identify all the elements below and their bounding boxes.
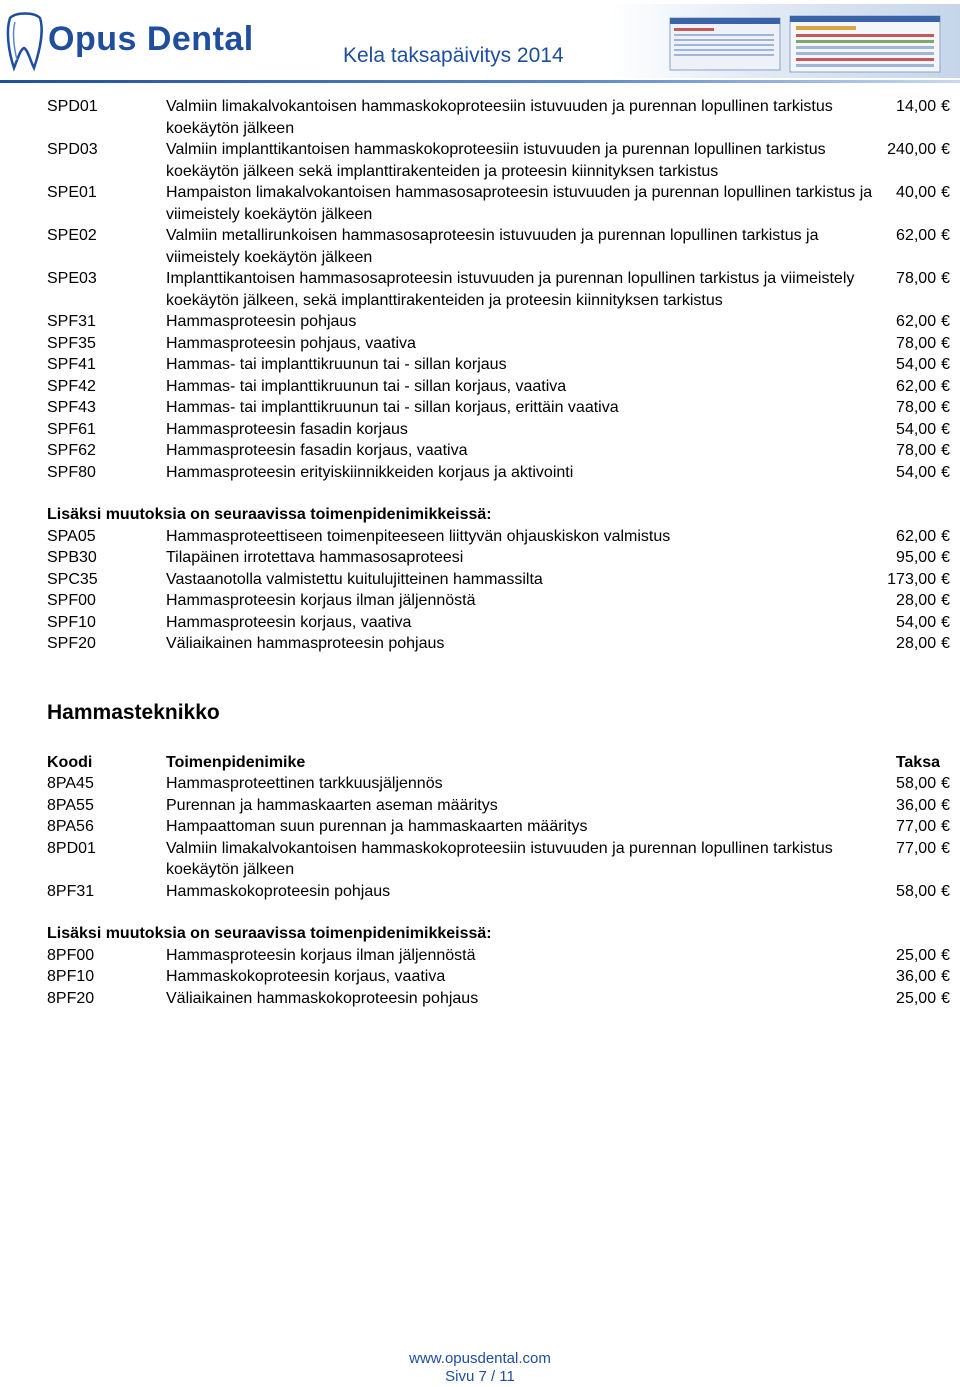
procedure-table-b [0,526,960,655]
price-value: 62,00 [896,227,937,244]
price-value: 78,00 [896,442,937,459]
procedure-price [896,440,950,462]
column-header-description: Toimenpidenimike [166,753,306,771]
euro-symbol: € [941,989,950,1007]
procedure-price [896,333,950,355]
table-row [0,376,960,398]
table-row [0,526,960,548]
table-row [0,633,960,655]
euro-symbol: € [941,141,950,158]
procedure-table-a [0,96,960,483]
euro-symbol: € [941,549,950,566]
euro-symbol: € [941,356,950,373]
price-value: 62,00 [896,313,937,330]
euro-symbol: € [941,377,950,395]
table-row [0,139,960,182]
procedure-description: Vastaanotolla valmistettu kuitulujitteinen hammassilta [166,570,543,588]
column-header-price: Taksa [895,753,940,771]
price-value: 58,00 [896,775,937,792]
procedure-code: SPF61 [47,420,96,438]
procedure-code: SPE01 [47,184,97,201]
procedure-code: 8PF10 [47,968,95,985]
euro-symbol: € [941,882,950,900]
procedure-code: SPF31 [47,313,96,330]
table-row [0,988,960,1010]
header-divider [0,80,960,83]
procedure-code: SPF42 [47,377,96,395]
page-header [0,0,960,86]
table-row [0,838,960,881]
procedure-price [896,526,950,548]
procedure-price [896,311,950,333]
euro-symbol: € [941,635,950,652]
document-title: Kela taksapäivitys 2014 [343,44,564,67]
procedure-description: Hampaattoman suun purennan ja hammaskaarten määritys [166,818,588,835]
price-value: 77,00 [896,818,937,835]
procedure-code: 8PD01 [47,839,96,857]
table-row [0,773,960,795]
table-row [0,795,960,817]
procedure-price [887,139,950,161]
price-value: 36,00 [896,968,937,985]
procedure-code: 8PF31 [47,882,95,900]
procedure-table-c [0,773,960,902]
logo-text: Opus Dental [48,20,254,58]
procedure-description: Väliaikainen hammaskokoproteesin pohjaus [166,989,479,1007]
procedure-description: Hammas- tai implanttikruunun tai - sillan korjaus, vaativa [166,377,567,395]
procedure-description: Hammas- tai implanttikruunun tai - sillan korjaus, erittäin vaativa [166,399,619,416]
procedure-description: Hammasproteesin pohjaus, vaativa [166,334,416,352]
table-row [0,440,960,462]
procedure-description: Hampaiston limakalvokantoisen hammasosaproteesin istuvuuden ja purennan lopullinen tarkistus ja viimeistely koekäytön jälkeen [166,184,873,223]
procedure-price [896,988,950,1010]
price-value: 95,00 [896,549,937,566]
table-row [0,354,960,376]
procedure-description: Hammasproteesin korjaus, vaativa [166,613,412,631]
price-value: 25,00 [896,989,937,1007]
procedure-table-d [0,945,960,1010]
price-list [0,96,960,1009]
procedure-description: Valmiin limakalvokantoisen hammaskokoproteesiin istuvuuden ja purennan lopullinen tarkistus koekäytön jälkeen [166,839,833,878]
page-footer [0,1350,960,1386]
procedure-price [896,966,950,988]
procedure-description: Hammasproteesin pohjaus [166,313,357,330]
price-value: 240,00 [887,141,937,158]
procedure-description: Hammasproteesin fasadin korjaus [166,420,408,438]
price-value: 54,00 [896,356,937,373]
software-screenshots-image [650,14,950,74]
procedure-price [896,633,950,655]
procedure-code: SPB30 [47,549,97,566]
price-value: 28,00 [896,592,937,609]
procedure-code: SPA05 [47,527,96,545]
price-value: 62,00 [896,527,937,545]
euro-symbol: € [941,818,950,835]
procedure-price [896,795,950,817]
procedure-code: SPF00 [47,592,96,609]
price-value: 173,00 [887,570,937,588]
procedure-description: Hammasproteettiseen toimenpiteeseen liittyvän ohjauskiskon valmistus [166,527,671,545]
procedure-code: SPE03 [47,270,97,287]
page-number: Sivu 7 / 11 [445,1368,515,1385]
table-row [0,816,960,838]
table-row [0,96,960,139]
procedure-code: 8PF20 [47,989,95,1007]
procedure-price [896,945,950,967]
table-row [0,966,960,988]
table-row [0,268,960,311]
euro-symbol: € [941,334,950,352]
euro-symbol: € [941,946,950,964]
table-row [0,881,960,903]
table-row [0,182,960,225]
price-value: 78,00 [896,334,937,352]
procedure-code: SPE02 [47,227,97,244]
procedure-code: 8PA55 [47,796,94,814]
procedure-description: Valmiin metallirunkoisen hammasosaproteesin istuvuuden ja purennan lopullinen tarkistus ja viimeistely koekäytön jälkeen [166,227,819,266]
price-value: 28,00 [896,635,937,652]
procedure-description: Purennan ja hammaskaarten aseman määritys [166,796,498,814]
procedure-description: Hammaskokoproteesin korjaus, vaativa [166,968,446,985]
price-value: 78,00 [896,270,937,287]
procedure-price [896,547,950,569]
procedure-code: SPF80 [47,463,96,481]
procedure-price [896,838,950,860]
procedure-description: Väliaikainen hammasproteesin pohjaus [166,635,445,652]
euro-symbol: € [941,184,950,201]
website-link[interactable]: www.opusdental.com [409,1350,551,1367]
procedure-price [896,590,950,612]
price-value: 62,00 [896,377,937,395]
euro-symbol: € [941,839,950,857]
euro-symbol: € [941,313,950,330]
procedure-code: SPD03 [47,141,98,158]
table-row [0,419,960,441]
price-value: 77,00 [896,839,937,857]
price-value: 58,00 [896,882,937,900]
section-heading-additional-changes: Lisäksi muutoksia on seuraavissa toimenpidenimikkeissä: [47,506,492,523]
procedure-code: SPD01 [47,98,98,115]
table-row [0,612,960,634]
euro-symbol: € [941,796,950,814]
procedure-description: Hammasproteettinen tarkkuusjäljennös [166,775,443,792]
procedure-price [896,96,950,118]
procedure-code: SPF20 [47,635,96,652]
procedure-code: 8PA56 [47,818,94,835]
procedure-price [896,397,950,419]
euro-symbol: € [941,968,950,985]
procedure-price [896,419,950,441]
procedure-price [887,569,950,591]
procedure-price [896,773,950,795]
euro-symbol: € [941,592,950,609]
price-value: 36,00 [896,796,937,814]
procedure-code: SPC35 [47,570,98,588]
procedure-price [896,462,950,484]
procedure-description: Valmiin implanttikantoisen hammaskokoproteesiin istuvuuden ja purennan lopullinen tarkistus koekäytön jälkeen sekä implanttirakenteiden ja proteesin kiinnityksen tarkistus [166,141,826,180]
procedure-price [896,182,950,204]
procedure-price [896,268,950,290]
euro-symbol: € [941,399,950,416]
euro-symbol: € [941,270,950,287]
table-row [0,311,960,333]
procedure-description: Hammas- tai implanttikruunun tai - sillan korjaus [166,356,507,373]
procedure-code: SPF43 [47,399,96,416]
procedure-description: Tilapäinen irrotettava hammasosaproteesi [166,549,464,566]
table-row [0,462,960,484]
table-row [0,547,960,569]
tooth-logo-icon [4,10,48,72]
section-heading-additional-changes-2: Lisäksi muutoksia on seuraavissa toimenpidenimikkeissä: [47,925,492,942]
euro-symbol: € [941,98,950,115]
procedure-description: Implanttikantoisen hammasosaproteesin istuvuuden ja purennan lopullinen tarkistus ja viimeistely koekäytön jälkeen, sekä implanttirakenteiden ja proteesin kiinnityksen tarkistus [166,270,855,309]
procedure-price [896,225,950,247]
price-value: 40,00 [896,184,937,201]
procedure-description: Hammasproteesin korjaus ilman jäljennöstä [166,946,476,964]
procedure-code: SPF35 [47,334,96,352]
procedure-description: Hammasproteesin erityiskiinnikkeiden korjaus ja aktivointi [166,463,574,481]
table-row [0,945,960,967]
euro-symbol: € [941,227,950,244]
procedure-code: SPF41 [47,356,96,373]
column-header-code: Koodi [47,753,93,771]
euro-symbol: € [941,442,950,459]
price-value: 54,00 [896,420,937,438]
price-value: 54,00 [896,463,937,481]
column-headers [0,752,960,774]
euro-symbol: € [941,613,950,631]
euro-symbol: € [941,420,950,438]
procedure-code: SPF10 [47,613,96,631]
euro-symbol: € [941,775,950,792]
procedure-description: Valmiin limakalvokantoisen hammaskokoproteesiin istuvuuden ja purennan lopullinen tarkistus koekäytön jälkeen [166,98,833,137]
procedure-price [896,816,950,838]
table-row [0,397,960,419]
price-value: 25,00 [896,946,937,964]
procedure-price [896,612,950,634]
price-value: 54,00 [896,613,937,631]
procedure-description: Hammasproteesin fasadin korjaus, vaativa [166,442,468,459]
procedure-code: 8PA45 [47,775,94,792]
table-row [0,590,960,612]
procedure-code: 8PF00 [47,946,95,964]
euro-symbol: € [941,570,950,588]
euro-symbol: € [941,463,950,481]
procedure-description: Hammaskokoproteesin pohjaus [166,882,391,900]
procedure-price [896,376,950,398]
procedure-code: SPF62 [47,442,96,459]
table-row [0,333,960,355]
price-value: 14,00 [896,98,937,115]
procedure-price [896,354,950,376]
euro-symbol: € [941,527,950,545]
table-row [0,225,960,268]
hammasteknikko-heading: Hammasteknikko [47,700,220,724]
procedure-description: Hammasproteesin korjaus ilman jäljennöstä [166,592,476,609]
procedure-price [896,881,950,903]
table-row [0,569,960,591]
price-value: 78,00 [896,399,937,416]
